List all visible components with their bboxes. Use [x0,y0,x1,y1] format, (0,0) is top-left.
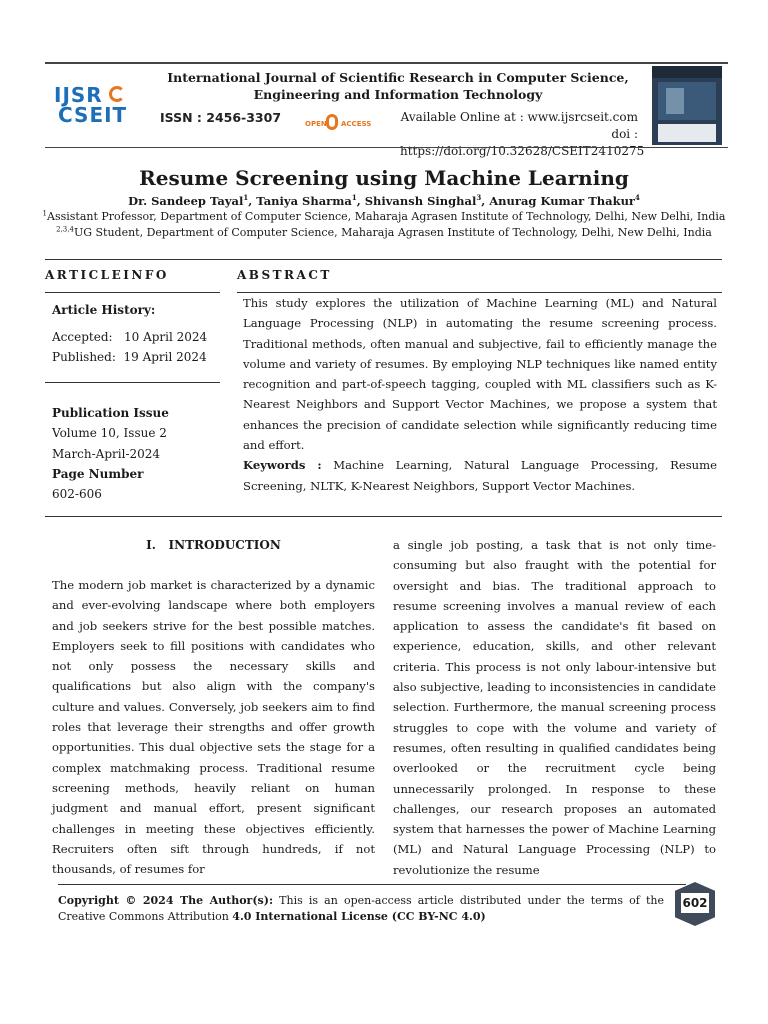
author-sup: 3 [476,193,482,203]
copyright-notice [58,893,664,925]
intro-column-2: a single job posting, a task that is not only time-consuming but also fraught with the potential for oversight and bias. The traditional approach to resume screening involves a manual review of each application to assess the candidate's fit based on experience, education, skills, and other relevant criteria. This process is not only labour-intensive but also subjective, leading to inconsistencies in candidate selection. Furthermore, the manual screening process struggles to cope with the volume and variety of resumes, often resulting in qualified candidates being overlooked or the recruitment cycle being unnecessarily prolonged. In response to these challenges, our research proposes an automated system that harnesses the power of Machine Learning (ML) and Natural Language Processing (NLP) to revolutionize the resume [393,538,716,877]
logo-line1: IJSR [54,83,103,107]
author-sup: 1 [351,193,357,203]
issn: ISSN : 2456-3307 [160,110,282,125]
published-date: Published: 19 April 2024 [52,350,207,364]
open-access-lock-icon [326,114,338,130]
availability-block [400,109,645,160]
license-name[interactable]: 4.0 International License (CC BY-NC 4.0) [232,910,486,923]
affiliation-text: Assistant Professor, Department of Computer Science, Maharaja Agrasen Institute of Technology, Delhi, New Delhi, India [47,210,726,223]
issue-months: March-April-2024 [52,447,161,461]
copyright-text: This is an open-access article distributed under the terms of the Creative Commons Attribution [58,894,664,923]
logo-swirl-icon [109,86,125,102]
author-sup: 4 [635,193,640,203]
author-list: Dr. Sandeep Tayal$^1$, Taniya Sharma$^1$, Shivansh Singhal$^3$, Anurag Kumar Thakur$^4$ [128,193,640,208]
abstract-heading: ABSTRACT [237,268,332,282]
article-info-rule [45,292,220,293]
open-access-right: ACCESS [341,120,372,128]
footer-rule [58,884,686,885]
header-bottom-rule [45,147,728,148]
doi-link[interactable]: doi : https://doi.org/10.32628/CSEIT2410275 [400,127,645,158]
copyright-label: Copyright © 2024 The Author(s): [58,894,274,907]
keywords-label: Keywords : [243,458,322,473]
page-number: 602 [681,893,709,913]
abstract-text: This study explores the utilization of Machine Learning (ML) and Natural Language Processing (NLP) in automating the resume screening process. Traditional methods, often manual and subjective, fail to efficiently manage the volume and variety of resumes. By employing NLP techniques like named entity recognition and part-of-speech tagging, coupled with ML classifiers such as K-Nearest Neighbors and Support Vector Machines, we propose a system that enhances the precision of candidate selection while significantly reducing time and effort. [243,296,717,453]
author-name: Dr. Sandeep Tayal [128,194,244,208]
abstract-body [243,293,717,496]
author-sup: 1 [243,193,249,203]
keywords-text: Machine Learning, Natural Language Processing, Resume Screening, NLTK, K-Nearest Neighbors, Support Vector Machines. [243,458,717,493]
section-top-rule [45,259,722,260]
affiliation-text: UG Student, Department of Computer Science, Maharaja Agrasen Institute of Technology, Delhi, New Delhi, India [73,226,712,239]
introduction-heading: I. INTRODUCTION [146,538,281,552]
logo-line2: CSEIT [58,103,128,127]
journal-cover-image [652,66,722,145]
affiliation-sup: 2,3,4 [56,225,74,234]
article-info-divider [45,382,220,383]
journal-logo [54,85,136,127]
page-number-label: Page Number [52,467,144,481]
publication-issue-label: Publication Issue [52,406,169,420]
author-name: Taniya Sharma [256,194,352,208]
accepted-date: Accepted: 10 April 2024 [52,330,208,344]
paper-title: Resume Screening using Machine Learning [139,166,629,190]
author-name: Shivansh Singhal [364,194,477,208]
page-range: 602-606 [52,487,102,501]
section-bottom-rule [45,516,722,517]
open-access-left: OPEN [305,120,327,128]
article-info-heading: ARTICLEINFO [45,268,169,282]
volume-issue: Volume 10, Issue 2 [52,426,167,440]
page-number-badge [675,882,715,926]
keywords-line [243,455,717,496]
intro-column-1: The modern job market is characterized by a dynamic and ever-evolving landscape where both employers and job seekers strive for the best possible matches. Employers seek to fill positions with candidates who not only possess the necessary skills and qualifications but also align with the company's culture and values. Conversely, job seekers aim to find roles that leverage their strengths and offer growth opportunities. This dual objective sets the stage for a complex matchmaking process. Traditional resume screening methods, heavily reliant on human judgment and manual effort, present significant challenges in meeting these objectives efficiently. Recruiters often sift through hundreds, if not thousands, of resumes for [52,578,375,877]
journal-title: International Journal of Scientific Research in Computer Science, Engineering and Information Technology [167,70,629,102]
available-online-link[interactable]: Available Online at : www.ijsrcseit.com [400,110,638,124]
affiliation-sup: 1 [42,209,47,218]
affiliation-2 [0,226,768,239]
affiliation-1 [0,210,768,223]
article-history-label: Article History: [52,303,156,317]
header-top-rule [45,62,728,64]
author-name: Anurag Kumar Thakur [489,194,635,208]
open-access-logo [305,112,377,134]
